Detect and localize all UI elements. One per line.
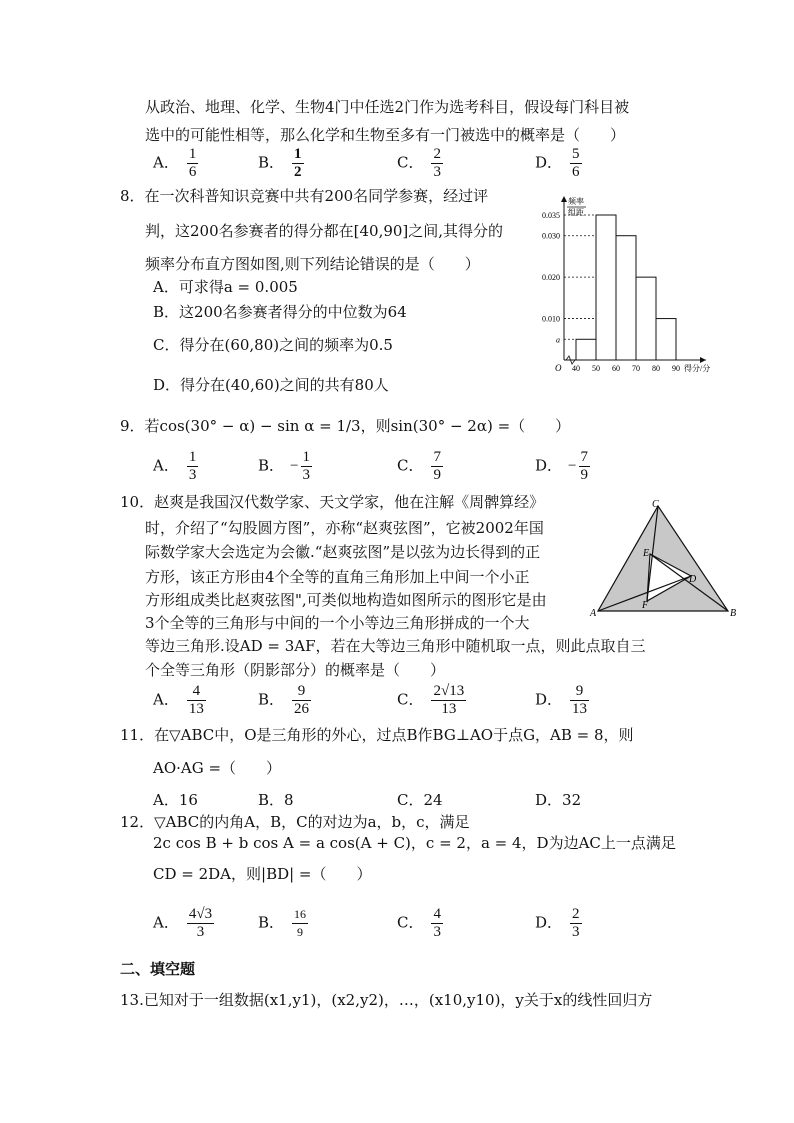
q10-line5: 方形组成类比赵爽弦图",可类似地构造如图所示的图形它是由 <box>145 591 547 609</box>
q8-line2: 判，这200名参赛者的得分都在[40,90]之间,其得分的 <box>145 222 504 240</box>
q11-option-a: A．16 <box>153 791 198 809</box>
q8-option-d: D．得分在(40,60)之间的共有80人 <box>153 376 389 394</box>
y-tick-label: 0.030 <box>542 231 560 241</box>
q9-option-a: A． $\frac{1}{3}$ <box>153 449 197 483</box>
q9-option-b: B． − $\frac{1}{3}$ <box>258 449 310 483</box>
q10-line2: 时，介绍了“勾股圆方图”，亦称“赵爽弦图”，它被2002年国 <box>145 519 544 537</box>
q10-line7: 等边三角形.设AD = 3AF，若在大等边三角形中随机取一点，则此点取自三 <box>145 637 646 655</box>
x-axis-label: 得分/分 <box>684 364 711 373</box>
q7-option-a: A． $\frac{1}{6}$ <box>153 146 197 180</box>
q10-line4: 方形，该正方形由4个全等的直角三角形加上中间一个小正 <box>145 568 530 586</box>
x-tick-label: 40 <box>572 364 580 373</box>
histogram-bar <box>636 277 656 360</box>
triangle-figure <box>588 498 748 623</box>
histogram-bar <box>656 319 676 360</box>
x-tick-label: 80 <box>652 364 660 373</box>
x-axis-arrow <box>700 357 706 363</box>
q11-option-c: C．24 <box>397 791 443 809</box>
q9-option-d: D． − $\frac{7}{9}$ <box>535 449 588 483</box>
label-e: E <box>643 548 650 559</box>
section-title: 二、填空题 <box>120 960 196 978</box>
histogram-bar <box>596 215 616 360</box>
y-tick-label: 0.035 <box>542 211 560 220</box>
q10-line8: 个全等三角形（阴影部分）的概率是（ ） <box>145 661 446 679</box>
q10-line6: 3个全等的三角形与中间的一个小等边三角形拼成的一个大 <box>145 614 530 632</box>
y-axis-label-top: 频率 <box>568 197 584 206</box>
q10-line3: 际数学家大会选定为会徽.“赵爽弦图”是以弦为边长得到的正 <box>145 543 541 561</box>
q13-line1: 13.已知对于一组数据(x1,y1)，(x2,y2)，…，(x10,y10)，y关于x的线性回归方 <box>120 991 653 1009</box>
q12-line2: 2c cos B + b cos A = a cos(A + C)，c = 2，a = 4，D为边AC上一点满足 <box>153 834 676 852</box>
frequency-histogram <box>530 190 780 380</box>
outer-triangle <box>598 506 728 611</box>
q9-option-c: C． $\frac{7}{9}$ <box>397 449 441 483</box>
q12-option-c: C． $\frac{4}{3}$ <box>397 906 441 940</box>
q10-option-c: C． $\frac{2√13}{13}$ <box>397 683 465 717</box>
x-tick-label: 60 <box>612 364 620 373</box>
label-b: B <box>730 608 737 619</box>
q12-option-d: D． $\frac{2}{3}$ <box>535 906 580 940</box>
q11-option-d: D．32 <box>535 791 582 809</box>
q11-option-b: B．8 <box>258 791 294 809</box>
q7-option-c: C． $\frac{2}{3}$ <box>397 146 441 180</box>
y-tick-label: 0.020 <box>542 273 560 283</box>
x-tick-label: 90 <box>672 364 680 373</box>
y-tick-label: 0.010 <box>542 314 560 324</box>
histogram-bar <box>616 236 636 360</box>
label-c: C <box>652 499 659 510</box>
y-axis-arrow <box>561 196 567 202</box>
q10-option-a: A． $\frac{4}{13}$ <box>153 683 204 717</box>
y-axis-label-bottom: 组距 <box>568 208 584 217</box>
q12-line3: CD = 2DA，则|BD| =（ ） <box>153 865 372 883</box>
q8-line1: 8．在一次科普知识竞赛中共有200名同学参赛，经过评 <box>120 187 489 205</box>
x-tick-label: 50 <box>592 364 600 373</box>
label-f: F <box>642 600 649 611</box>
q9-line1: 9．若cos(30° − α) − sin α = 1/3，则sin(30° − 2α) =（ ） <box>120 417 571 435</box>
q10-line1: 10．赵爽是我国汉代数学家、天文学家，他在注解《周髀算经》 <box>120 493 545 511</box>
q7-option-b: B． $\frac{1}{2}$ <box>258 146 302 180</box>
q7-line2: 选中的可能性相等，那么化学和生物至多有一门被选中的概率是（ ） <box>145 126 626 144</box>
q7-option-d: D． $\frac{5}{6}$ <box>535 146 580 180</box>
x-tick-label: 70 <box>632 364 640 373</box>
q12-line1: 12．▽ABC的内角A，B，C的对边为a，b，c，满足 <box>120 813 470 831</box>
q8-line3: 频率分布直方图如图,则下列结论错误的是（ ） <box>145 255 480 273</box>
q7-line1: 从政治、地理、化学、生物4门中任选2门作为选考科目，假设每门科目被 <box>145 98 630 116</box>
histogram-bar <box>576 339 596 360</box>
q10-option-d: D． $\frac{9}{13}$ <box>535 683 588 717</box>
label-d: D <box>689 574 697 585</box>
q8-option-a: A．可求得a = 0.005 <box>153 278 298 296</box>
q12-option-a: A． $\frac{4√3}{3}$ <box>153 906 213 940</box>
q12-option-b: B． $\frac{16}{9}$ <box>258 907 307 939</box>
y-tick-label: a <box>556 335 560 345</box>
q11-line1: 11．在▽ABC中，O是三角形的外心，过点B作BG⊥AO于点G，AB = 8，则 <box>120 726 634 744</box>
q10-option-b: B． $\frac{9}{26}$ <box>258 683 310 717</box>
origin-label: O <box>555 363 562 373</box>
q8-option-c: C．得分在(60,80)之间的频率为0.5 <box>153 336 393 354</box>
q8-option-b: B．这200名参赛者得分的中位数为64 <box>153 303 407 321</box>
q11-line2: AO·AG =（ ） <box>153 759 282 777</box>
label-a: A <box>590 608 597 619</box>
